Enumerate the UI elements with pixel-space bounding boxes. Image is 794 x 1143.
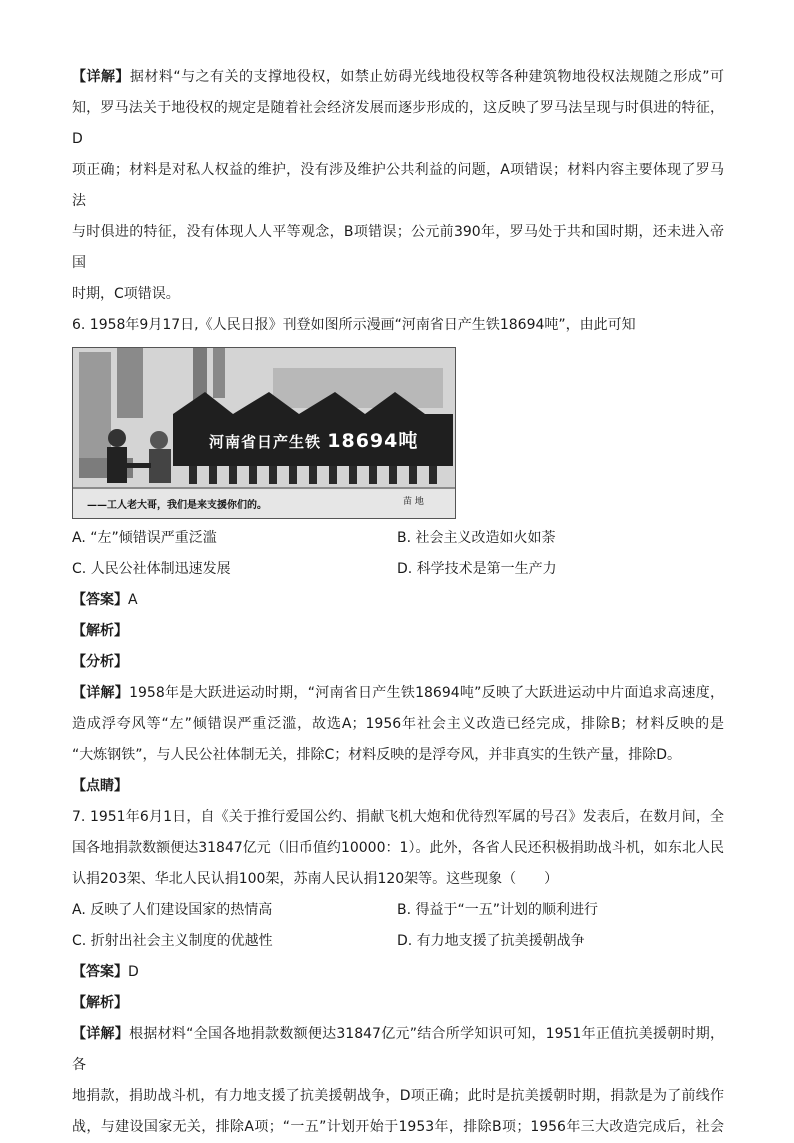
q7-detail-line: 地捐款，捐助战斗机，有力地支援了抗美援朝战争，D项正确；此时是抗美援朝时期，捐款是为了前线作	[72, 1088, 724, 1104]
q5-detail-line: 时期，C项错误。	[72, 286, 180, 302]
q7-options	[72, 895, 724, 957]
q5-detail-line: 项正确；材料是对私人权益的维护，没有涉及维护公共利益的问题，A项错误；材料内容主要体现了罗马法	[72, 162, 724, 209]
q6-option-c: C. 人民公社体制迅速发展	[72, 561, 231, 577]
q5-detail-paragraph	[72, 62, 724, 310]
q6-analysis-heading: 【解析】	[72, 623, 128, 639]
q7-detail-line: 【详解】根据材料“全国各地捐款数额便达31847亿元”结合所学知识可知，1951年正值抗美援朝时期，各	[72, 1026, 725, 1073]
q6-detail-line: 【详解】1958年是大跃进运动时期，“河南省日产生铁18694吨”反映了大跃进运动中片面追求高速度，	[72, 685, 725, 701]
q6-option-d: D. 科学技术是第一生产力	[397, 561, 557, 577]
q6-detail-line: “大炼钢铁”，与人民公社体制无关，排除C；材料反映的是浮夸风，并非真实的生铁产量，排除D。	[72, 747, 682, 763]
q7-answer: 【答案】D	[72, 964, 139, 980]
q6-option-b: B. 社会主义改造如火如荼	[397, 530, 556, 546]
q7-analysis-heading: 【解析】	[72, 995, 128, 1011]
q7-detail-paragraph	[72, 1019, 724, 1143]
q6-fenxi-heading: 【分析】	[72, 654, 128, 670]
q7-option-c: C. 折射出社会主义制度的优越性	[72, 933, 273, 949]
q6-option-a: A. “左”倾错误严重泛滥	[72, 530, 217, 546]
q5-detail-line: 知，罗马法关于地役权的规定是随着社会经济发展而逐步形成的，这反映了罗马法呈现与时俱进的特征，D	[72, 100, 724, 147]
q6-answer: 【答案】A	[72, 592, 138, 608]
q7-detail-line: 战，与建设国家无关，排除A项；“一五”计划开始于1953年，排除B项；1956年三大改造完成后，社会	[72, 1119, 724, 1135]
detail-tag: 【详解】	[72, 69, 130, 85]
q6-detail-paragraph	[72, 678, 724, 771]
cartoon-banner-text: 河南省日产生铁 18694吨	[209, 430, 419, 452]
q7-option-a: A. 反映了人们建设国家的热情高	[72, 902, 273, 918]
q7-stem: 7. 1951年6月1日，自《关于推行爱国公约、捐献飞机大炮和优待烈军属的号召》发表后，在数月间，全 国各地捐款数额便达31847亿元（旧币值约10000：1）。此外，各省人民还积极捐助战斗机，如东北人民 认捐203架、华北人民认捐100架，苏南人民认捐120架等。这些现象（ ）	[72, 809, 724, 887]
q7-option-b: B. 得益于“一五”计划的顺利进行	[397, 902, 599, 918]
document-page	[72, 62, 724, 1143]
cartoon-author: 苗 地	[403, 497, 424, 507]
q6-dianjing-heading: 【点睛】	[72, 778, 128, 794]
q7-option-d: D. 有力地支援了抗美援朝战争	[397, 933, 585, 949]
cartoon-caption: ——工人老大哥，我们是来支援你们的。	[87, 500, 267, 511]
q6-options	[72, 523, 724, 585]
q6-stem: 6. 1958年9月17日,《人民日报》刊登如图所示漫画“河南省日产生铁18694吨”，由此可知	[72, 317, 636, 333]
cartoon-figure	[72, 347, 456, 519]
q6-detail-line: 造成浮夸风等“左”倾错误严重泛滥，故选A；1956年社会主义改造已经完成，排除B；材料反映的是	[72, 716, 724, 732]
q5-detail-line: 与时俱进的特征，没有体现人人平等观念，B项错误；公元前390年，罗马处于共和国时期，还未进入帝国	[72, 224, 724, 271]
q5-detail-line: 【详解】据材料“与之有关的支撑地役权，如禁止妨碍光线地役权等各种建筑物地役权法规随之形成”可	[72, 69, 724, 85]
